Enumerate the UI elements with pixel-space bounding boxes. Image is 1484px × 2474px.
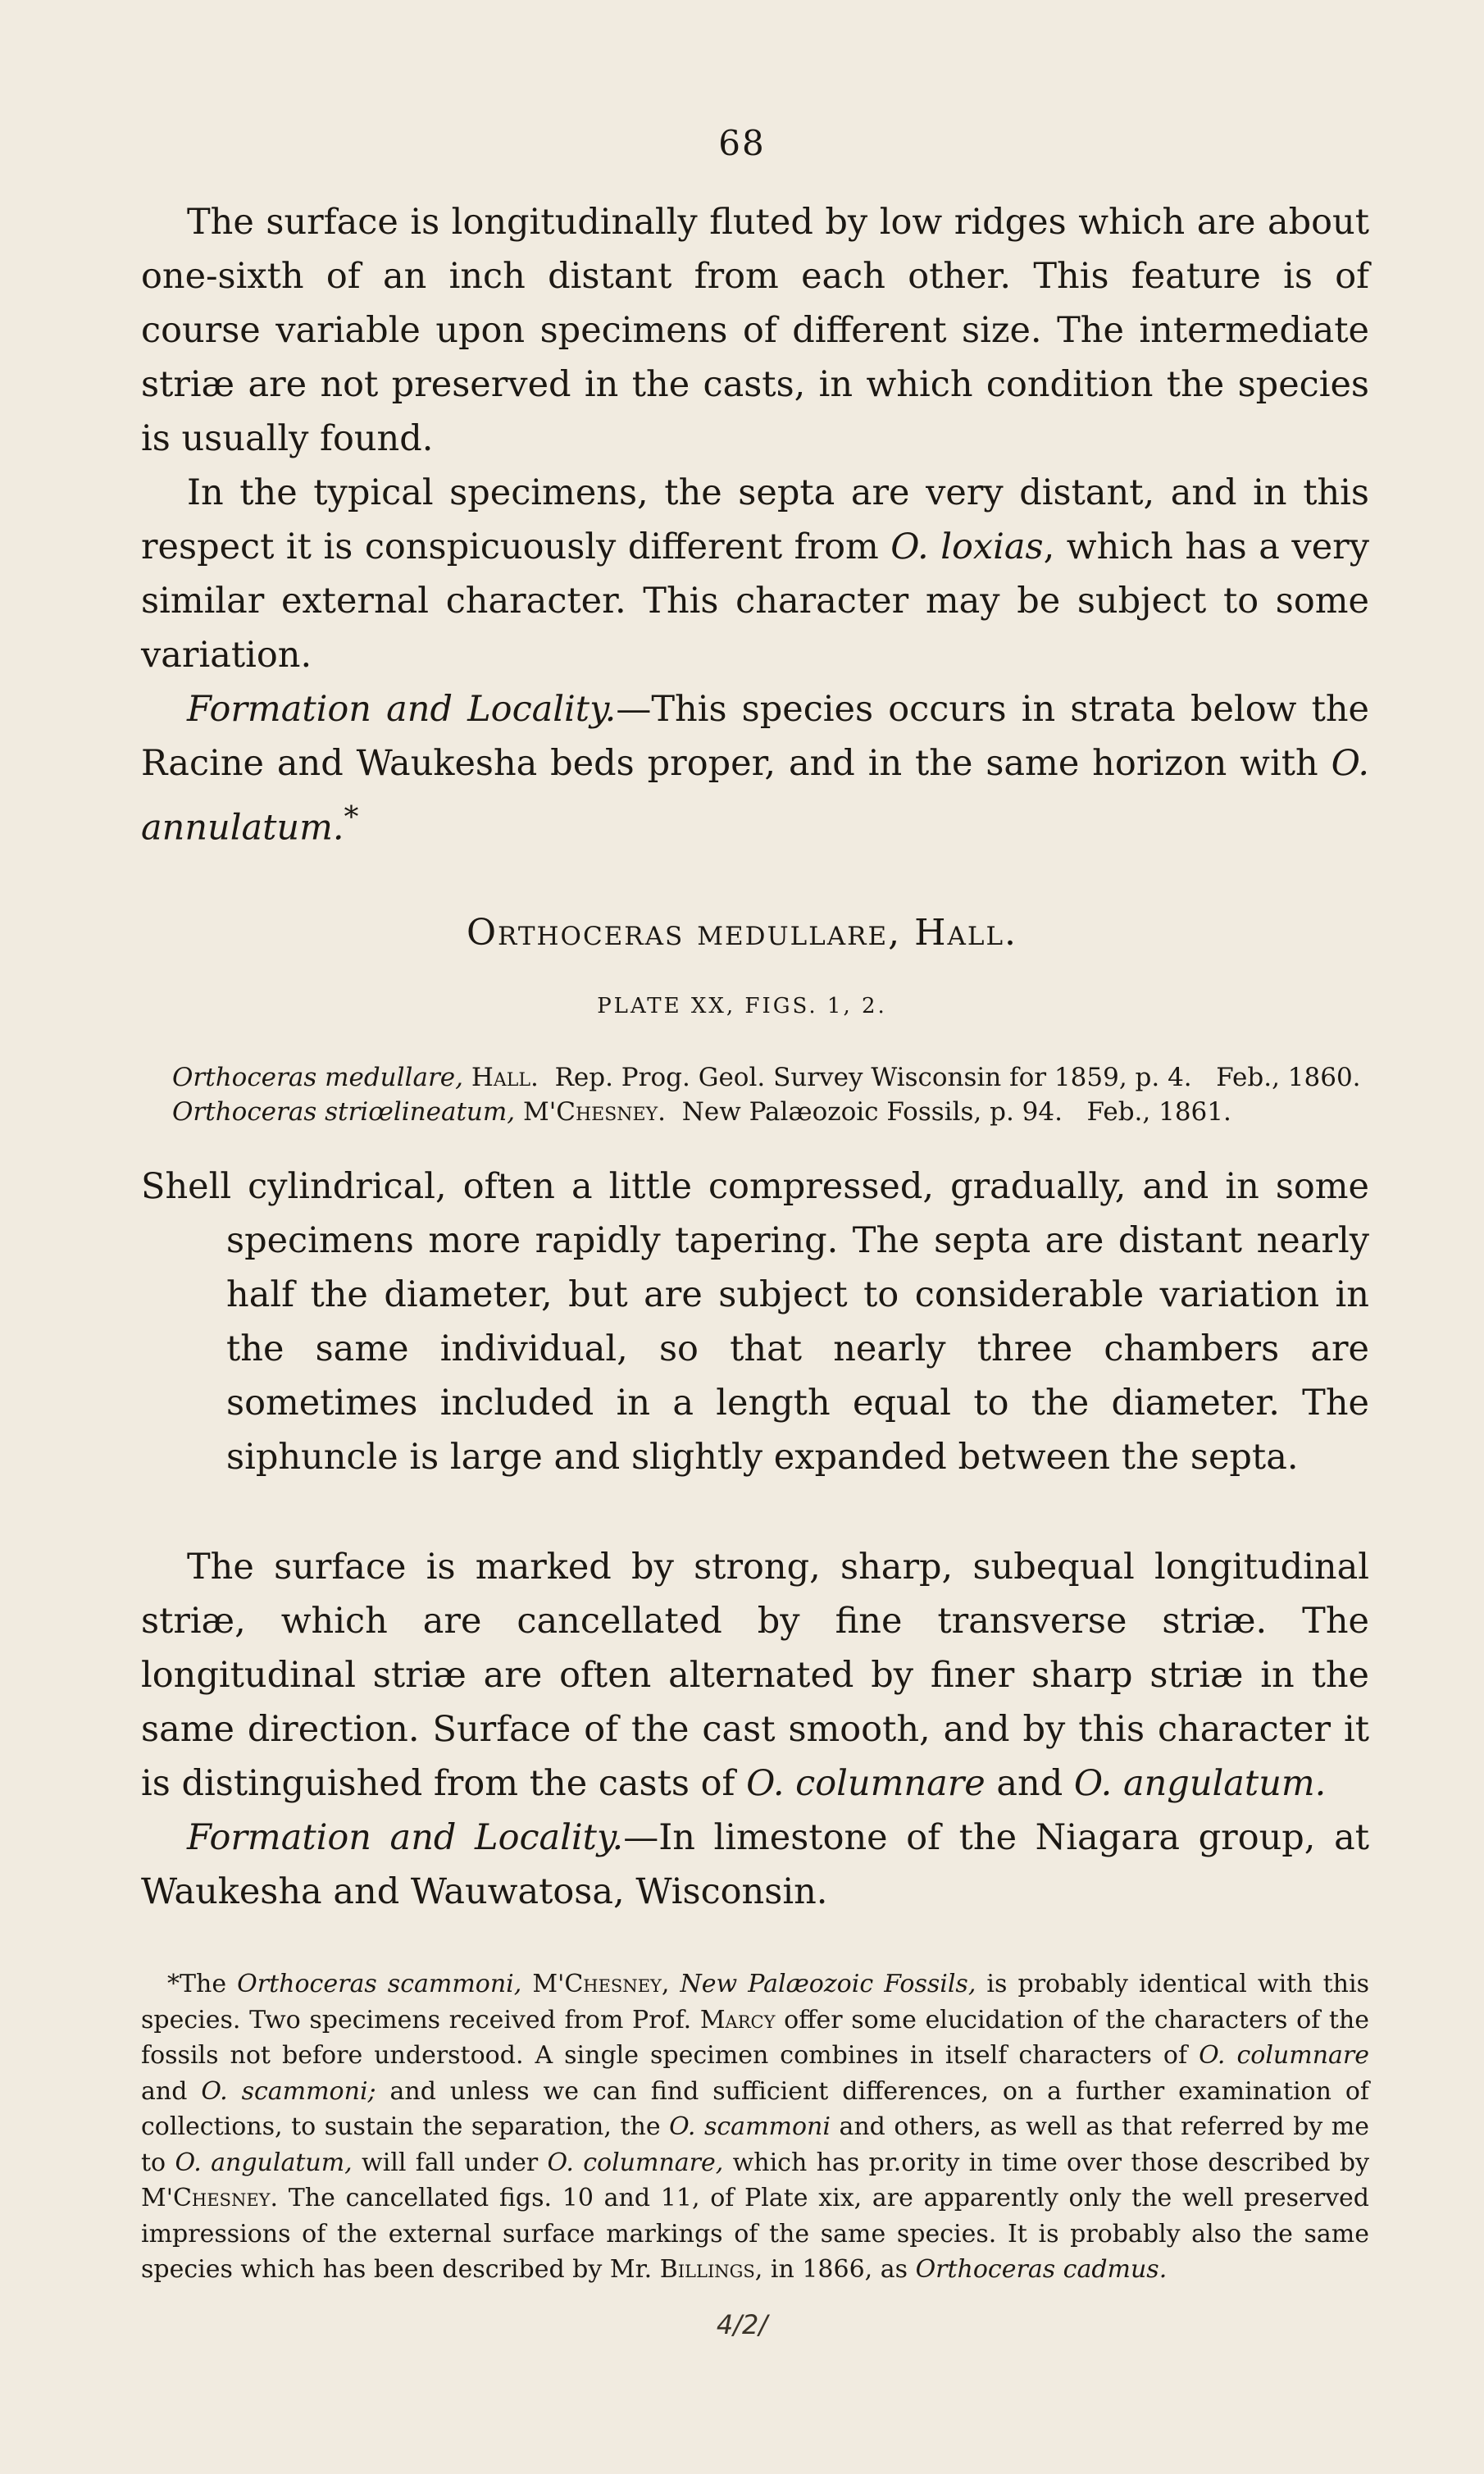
synonym-line: Orthoceras striœlineatum, M'Chesney. New Palæozoic Fossils, p. 94. Feb., 1861.	[172, 1097, 1231, 1127]
section-label: Formation and Locality.	[187, 689, 617, 730]
footnote-marker: *	[344, 800, 359, 834]
paragraph-surface-fluting	[141, 195, 1369, 466]
paragraph-formation-locality: Formation and Locality.—This species occurs in strata below the Racine and Waukesha beds proper, and in the same horizon with O. annulatum.*	[141, 689, 1369, 849]
species-heading: Orthoceras medullare, Hall.	[466, 912, 1018, 954]
species-name: O. columnare	[746, 1763, 986, 1804]
paragraph-formation-locality-2: Formation and Locality.—In limestone of the Niagara group, at Waukesha and Wauwatosa, Wisconsin.	[141, 1817, 1369, 1912]
species-name: O. angulatum.	[1073, 1763, 1327, 1804]
paragraph-septa: In the typical specimens, the septa are very distant, and in this respect it is conspicuously different from O. loxias, which has a very similar external character. This character may be subject to some variation.	[141, 472, 1369, 676]
page-number: 68	[718, 123, 766, 163]
species-name: O. loxias	[890, 526, 1044, 567]
description-text: Shell cylindrical, often a little compressed, gradually, and in some specimens more rapidly tapering. The septa are distant nearly half the diameter, but are subject to considerable variation in the same individual, so that nearly three chambers are sometimes included in a length equal to the diameter. The siphuncle is large and slightly expanded between the septa.	[141, 1166, 1369, 1478]
plate-reference: PLATE XX, FIGS. 1, 2.	[597, 994, 887, 1018]
shell-description	[141, 1160, 1369, 1484]
species-name: O. annulatum.	[141, 743, 1369, 849]
paragraph-surface-striae: The surface is marked by strong, sharp, subequal longitudinal striæ, which are cancellated by fine transverse striæ. The longitudinal striæ are often alternated by finer sharp striæ in the same direction. Surface of the cast smooth, and by this character it is distinguished from the casts of O. columnare and O. angulatum.	[141, 1547, 1369, 1804]
footnote: *The Orthoceras scammoni, M'Chesney, New Palæozoic Fossils, is probably identical with this species. Two specimens received from Prof. Marcy offer some elucidation of the characters of the fossils not before understood. A single specimen combines in itself characters of O. columnare and O. scammoni; and unless we can find sufficient differences, on a further examination of collections, to sustain the separation, the O. scammoni and others, as well as that referred by me to O. angulatum, will fall under O. columnare, which has pr.ority in time over those described by M'Chesney. The cancellated figs. 10 and 11, of Plate xix, are apparently only the well preserved impressions of the external surface markings of the same species. It is probably also the same species which has been described by Mr. Billings, in 1866, as Orthoceras cadmus.	[141, 1970, 1370, 2284]
handwritten-mark: 4/2/	[716, 2309, 768, 2340]
synonym-line: Orthoceras medullare, Hall. Rep. Prog. Geol. Survey Wisconsin for 1859, p. 4. Feb., 1860.	[172, 1063, 1361, 1092]
section-label: Formation and Locality.	[187, 1817, 624, 1858]
paragraph-text: The surface is longitudinally fluted by low ridges which are about one-sixth of an inch distant from each other. This feature is of course variable upon specimens of different size. The intermediate striæ are not preserved in the casts, in which condition the species is usually found.	[141, 202, 1369, 459]
